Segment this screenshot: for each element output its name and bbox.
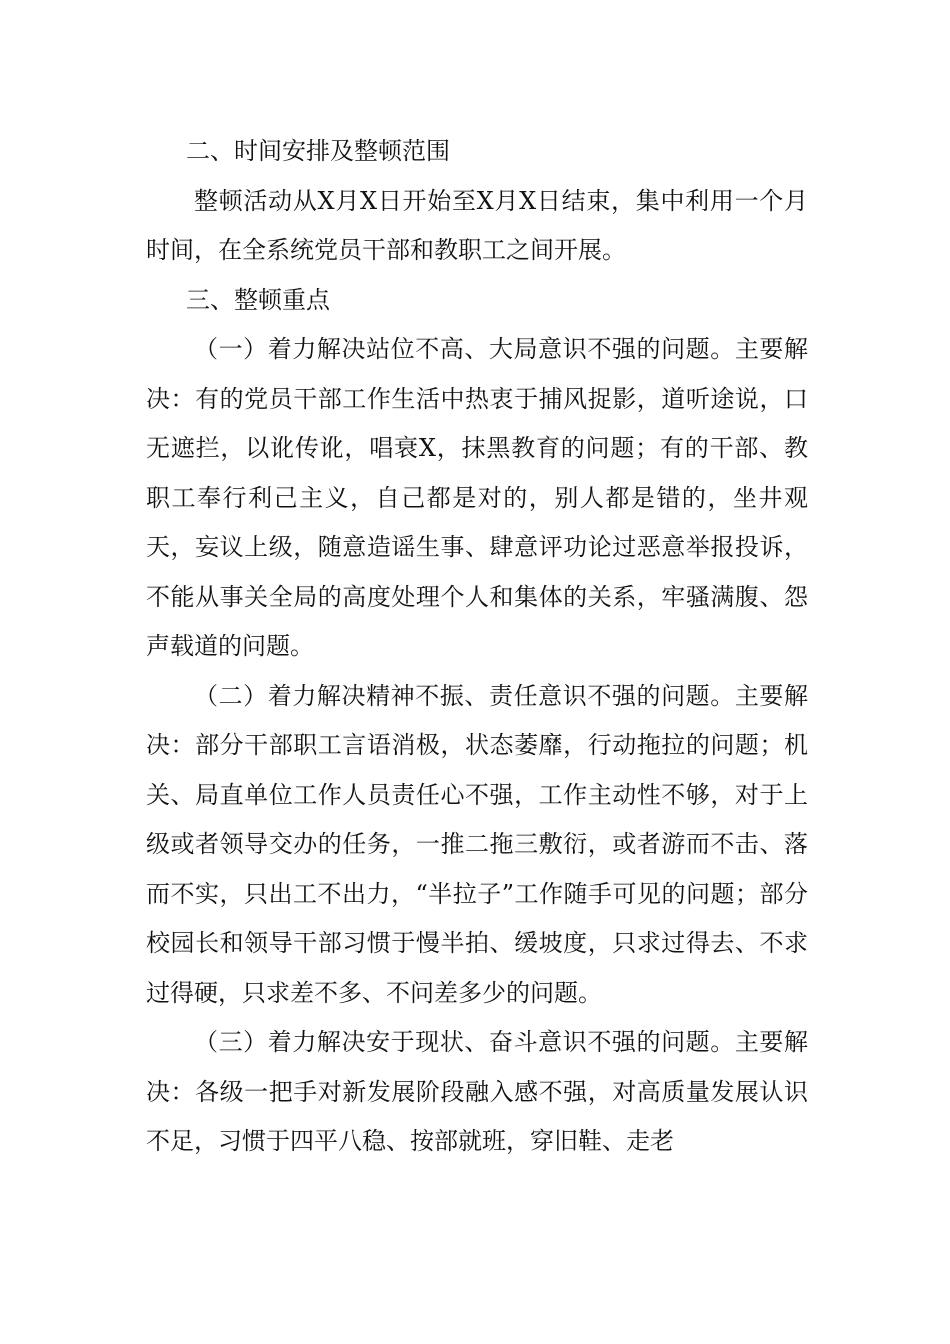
paragraph-schedule: 整顿活动从X月X日开始至X月X日结束，集中利用一个月时间，在全系统党员干部和教职工之间开展。	[146, 186, 808, 264]
section-heading-focus: 三、整顿重点	[186, 285, 330, 314]
paragraph-focus-item-2: （二）着力解决精神不振、责任意识不强的问题。主要解决：部分干部职工言语消极，状态萎靡，行动拖拉的问题；机关、局直单位工作人员责任心不强，工作主动性不够，对于上级或者领导交办的任务，一推二拖三敷衍，或者游而不击、落而不实，只出工不出力，“半拉子”工作随手可见的问题；部分校园长和领导干部习惯于慢半拍、缓坡度，只求过得去、不求过得硬，只求差不多、不问差多少的问题。	[146, 681, 808, 1007]
document-body	[146, 127, 808, 1167]
paragraph-focus-item-1: （一）着力解决站位不高、大局意识不强的问题。主要解决：有的党员干部工作生活中热衷于捕风捉影，道听途说，口无遮拦，以讹传讹，唱衰X，抹黑教育的问题；有的干部、教职工奉行利己主义，自己都是对的，别人都是错的，坐井观天，妄议上级，随意造谣生事、肆意评功论过恶意举报投诉，不能从事关全局的高度处理个人和集体的关系，牢骚满腹、怨声载道的问题。	[146, 335, 808, 660]
section-heading-schedule: 二、时间安排及整顿范围	[186, 137, 450, 165]
paragraph-focus-item-3: （三）着力解决安于现状、奋斗意识不强的问题。主要解决：各级一把手对新发展阶段融入感不强，对高质量发展认识不足，习惯于四平八稳、按部就班，穿旧鞋、走老	[146, 1028, 808, 1155]
